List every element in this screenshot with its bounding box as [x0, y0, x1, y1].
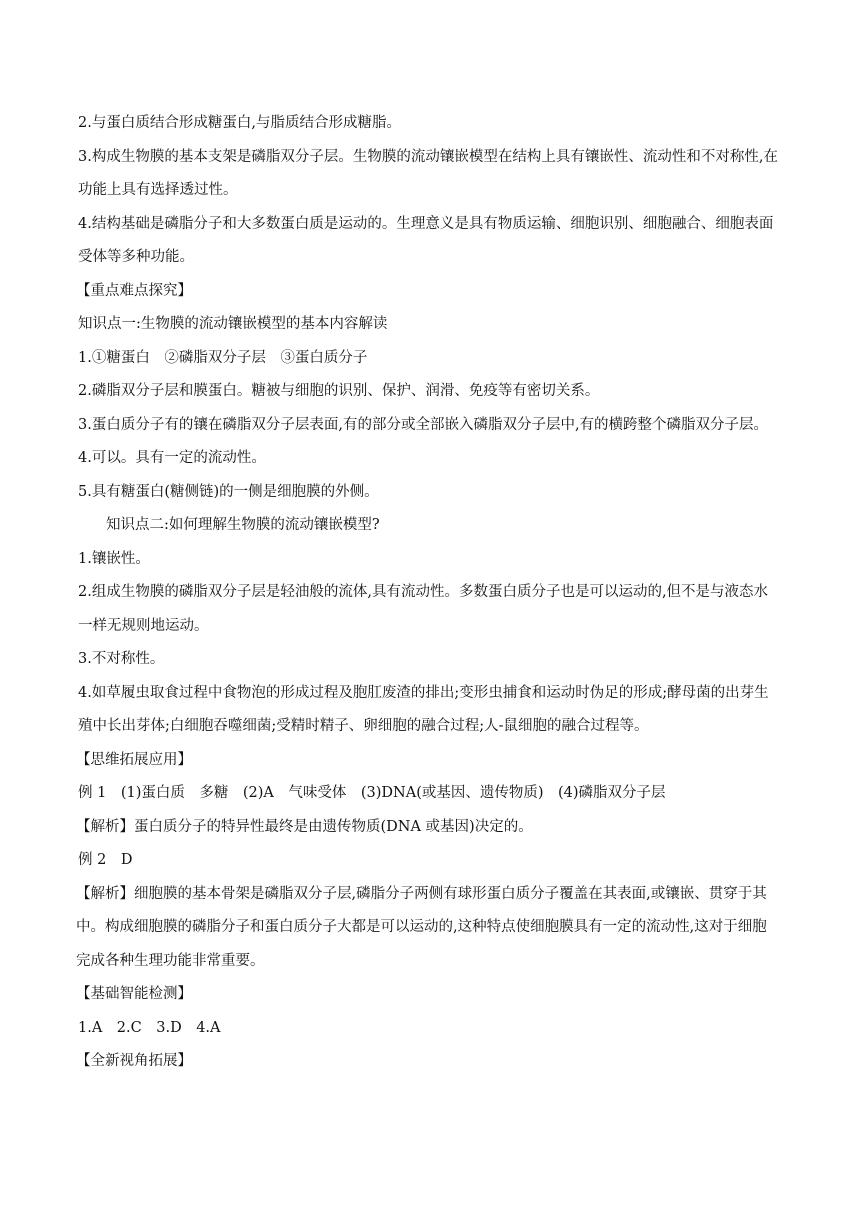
- document-body: [78, 107, 778, 1079]
- section-heading: 【思维拓展应用】: [76, 751, 192, 768]
- answer-paragraph: 4.结构基础是磷脂分子和大多数蛋白质是运动的。生理意义是具有物质运输、细胞识别、细胞融合、细胞表面受体等多种功能。: [78, 215, 774, 265]
- answer-paragraph: 2.磷脂双分子层和膜蛋白。糖被与细胞的识别、保护、润滑、免疫等有密切关系。: [78, 383, 600, 399]
- answer-paragraph: 1.镶嵌性。: [78, 550, 150, 567]
- answer-paragraph: 2.组成生物膜的磷脂双分子层是轻油般的流体,具有流动性。多数蛋白质分子也是可以运动的,但不是与液态水一样无规则地运动。: [78, 584, 769, 634]
- answer-paragraph: 3.构成生物膜的基本支架是磷脂双分子层。生物膜的流动镶嵌模型在结构上具有镶嵌性、流动性和不对称性,在功能上具有选择透过性。: [78, 148, 778, 198]
- answer-paragraph: 2.与蛋白质结合形成糖蛋白,与脂质结合形成糖脂。: [78, 115, 401, 131]
- answer-paragraph: 3.蛋白质分子有的镶在磷脂双分子层表面,有的部分或全部嵌入磷脂双分子层中,有的横跨整个磷脂双分子层。: [78, 416, 769, 433]
- example-answer: 例 1 (1)蛋白质 多糖 (2)A 气味受体 (3)DNA(或基因、遗传物质) (4)磷脂双分子层: [78, 785, 666, 801]
- section-heading: 【重点难点探究】: [76, 282, 192, 299]
- answer-paragraph: 4.可以。具有一定的流动性。: [78, 450, 266, 466]
- section-heading: 【基础智能检测】: [76, 986, 192, 1002]
- answer-paragraph: 1.①糖蛋白 ②磷脂双分子层 ③蛋白质分子: [78, 349, 368, 366]
- analysis-paragraph: 【解析】细胞膜的基本骨架是磷脂双分子层,磷脂分子两侧有球形蛋白质分子覆盖在其表面,或镶嵌、贯穿于其中。构成细胞膜的磷脂分子和蛋白质分子大都是可以运动的,这种特点使细胞膜具有一定的流动性,这对于细胞完成各种生理功能非常重要。: [76, 885, 767, 969]
- section-heading: 【全新视角拓展】: [76, 1053, 192, 1069]
- answer-paragraph: 5.具有糖蛋白(糖侧链)的一侧是细胞膜的外侧。: [78, 483, 379, 500]
- example-answer: 例 2 D: [78, 852, 133, 868]
- analysis-paragraph: 【解析】蛋白质分子的特异性最终是由遗传物质(DNA 或基因)决定的。: [76, 818, 533, 835]
- knowledge-point-title: 知识点二:如何理解生物膜的流动镶嵌模型?: [106, 517, 380, 533]
- answer-paragraph: 4.如草履虫取食过程中食物泡的形成过程及胞肛废渣的排出;变形虫捕食和运动时伪足的形成;酵母菌的出芽生殖中长出芽体;白细胞吞噬细菌;受精时精子、卵细胞的融合过程;人-鼠细胞的融合过程等。: [78, 684, 769, 734]
- knowledge-point-title: 知识点一:生物膜的流动镶嵌模型的基本内容解读: [78, 316, 388, 332]
- answer-paragraph: 3.不对称性。: [78, 651, 165, 667]
- answer-paragraph: 1.A 2.C 3.D 4.A: [78, 1019, 221, 1036]
